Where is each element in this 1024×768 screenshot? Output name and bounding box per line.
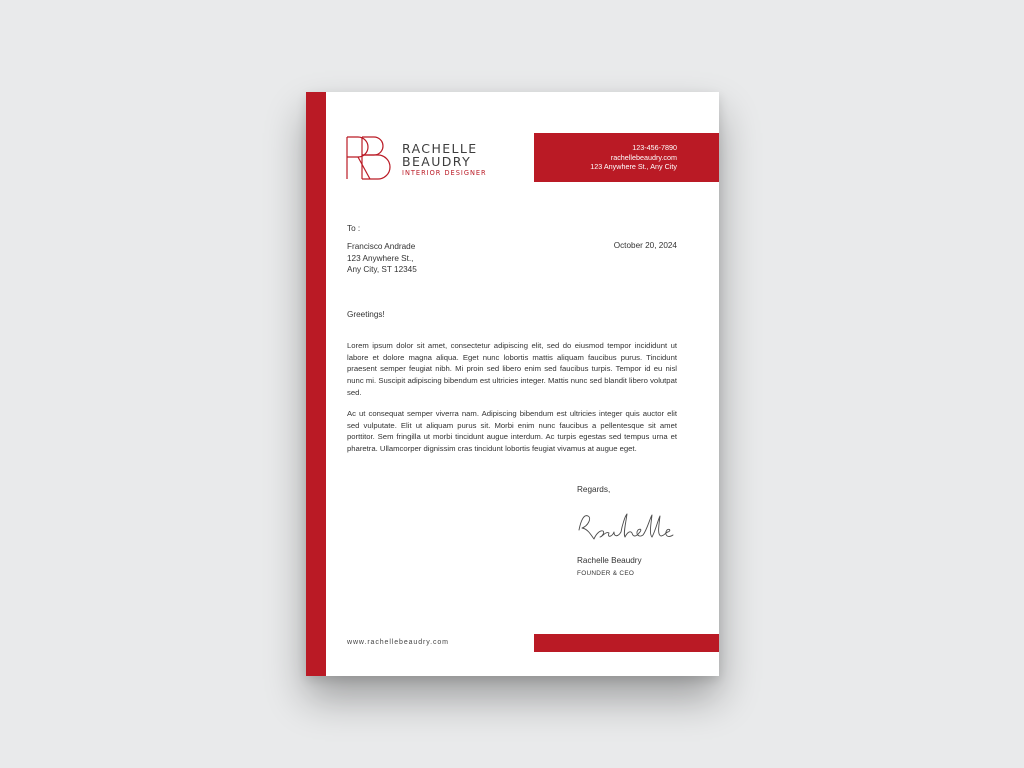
recipient-street: 123 Anywhere St., [347,253,414,263]
brand-title: INTERIOR DESIGNER [402,169,487,177]
recipient-city: Any City, ST 12345 [347,265,417,275]
contact-website: rachellebeaudry.com [610,152,677,162]
contact-phone: 123-456-7890 [632,143,677,152]
handwritten-signature [575,504,679,544]
rb-monogram-logo-icon [346,136,392,180]
accent-side-bar [306,92,326,676]
recipient-block [347,241,417,276]
body-paragraph-1: Lorem ipsum dolor sit amet, consectetur adipiscing elit, sed do eiusmod tempor incididunt ut labore et dolore magna aliqua. Eget nunc lobortis mattis aliquam faucibus purus. Tincidunt praesent semper feugiat nibh. Mi proin sed libero enim sed faucibus turpis. Tempor id eu nisl nunc mi. Suscipit adipiscing bibendum est ultricies integer. Mattis nunc sed blandit libero volutpat sed. [347,341,677,397]
to-label: To : [347,224,361,233]
letterhead-page [306,92,719,676]
letter-date: October 20, 2024 [613,241,677,250]
footer-website: www.rachellebeaudry.com [347,639,449,646]
contact-address: 123 Anywhere St., Any City [590,162,677,172]
recipient-name: Francisco Andrade [347,242,416,251]
contact-band [534,133,719,182]
footer-accent-band [534,634,719,652]
brand-name-line2: BEAUDRY [402,154,472,169]
brand-name [402,142,478,168]
closing: Regards, [577,485,611,494]
signer-name: Rachelle Beaudry [577,556,642,565]
greeting: Greetings! [347,310,385,319]
signer-title: FOUNDER & CEO [577,570,635,577]
brand-name-line1: RACHELLE [402,141,478,156]
body-paragraph-2: Ac ut consequat semper viverra nam. Adipiscing bibendum est ultricies integer quis auctor elit sed vulputate. Elit ut aliquam purus sit. Morbi enim nunc faucibus a pellentesque sit amet porttitor. Sem fringilla ut morbi tincidunt augue interdum. Ac turpis egestas sed tempus urna et pharetra. Ullamcorper dignissim cras tincidunt lobortis feugiat vivamus at augue eget. [347,409,677,454]
